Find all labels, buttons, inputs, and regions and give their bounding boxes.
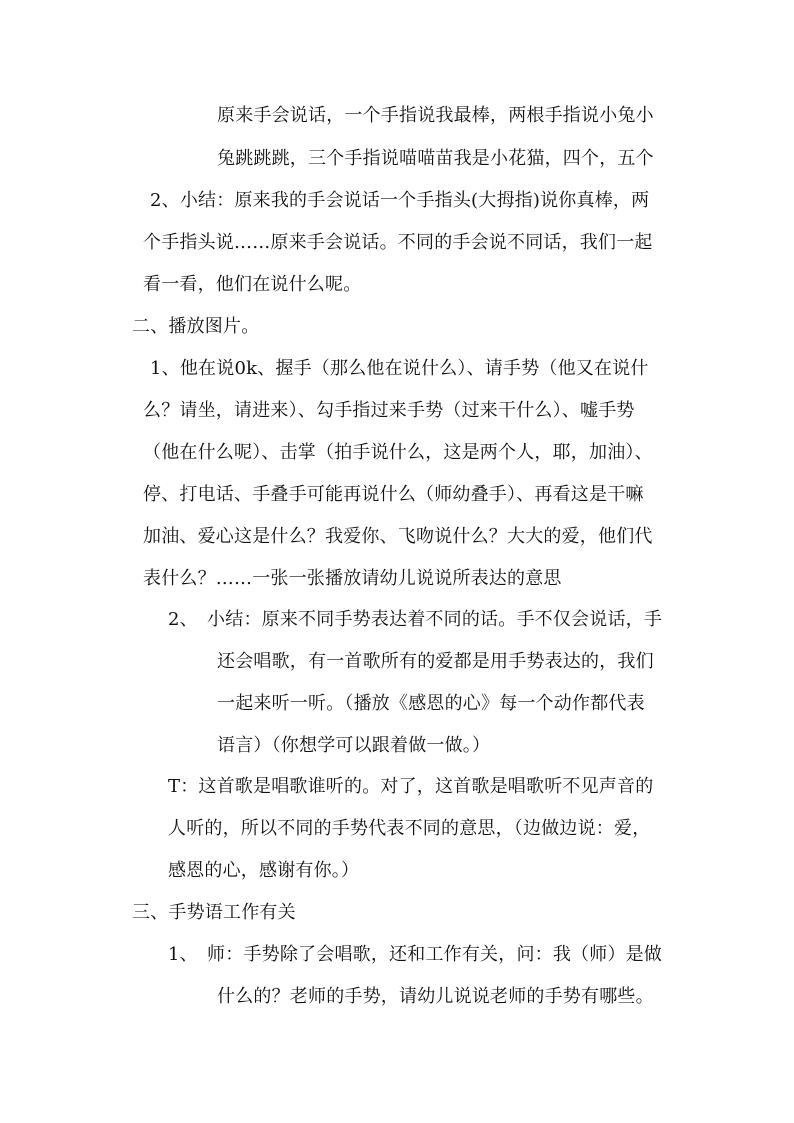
text-line: 1、他在说0k、握手（那么他在说什么）、请手势（他又在说什 — [150, 358, 649, 379]
text-line: 1、 师：手势除了会唱歌，还和工作有关，问：我（师）是做 — [168, 944, 663, 965]
text-line: 2、 小结：原来不同手势表达着不同的话。手不仅会说话，手 — [168, 609, 663, 630]
text-line: 2、小结：原来我的手会说话一个手指头(大拇指)说你真棒，两 — [150, 190, 650, 211]
text-line: 语言）（你想学可以跟着做一做。） — [217, 735, 491, 756]
section-heading: 三、手势语工作有关 — [132, 902, 296, 923]
text-line: 个手指头说……原来手会说话。不同的手会说不同话，我们一起 — [143, 232, 653, 253]
text-line: 停、打电话、手叠手可能再说什么（师幼叠手）、再看这是干嘛 — [143, 484, 644, 505]
text-line: T：这首歌是唱歌谁听的。对了，这首歌是唱歌听不见声音的 — [168, 776, 654, 797]
text-line: 一起来听一听。（播放《感恩的心》每一个动作都代表 — [217, 693, 645, 714]
text-line: 什么的？老师的手势，请幼儿说说老师的手势有哪些。 — [217, 986, 654, 1007]
text-line: （他在什么呢）、击掌（拍手说什么，这是两个人，耶，加油）、 — [143, 442, 653, 463]
text-line: 人听的，所以不同的手势代表不同的意思，（边做边说：爱， — [168, 818, 651, 839]
text-line: 还会唱歌，有一首歌所有的爱都是用手势表达的，我们 — [217, 651, 654, 672]
text-line: 表什么？……一张一张播放请幼儿说说所表达的意思 — [143, 568, 562, 589]
text-line: 感恩的心，感谢有你。） — [168, 860, 360, 881]
text-line: 看一看，他们在说什么呢。 — [143, 274, 362, 295]
section-heading: 二、播放图片。 — [132, 316, 260, 337]
text-line: 原来手会说话，一个手指说我最棒，两根手指说小兔小 — [217, 105, 654, 126]
text-line: 兔跳跳跳，三个手指说喵喵苗我是小花猫，四个，五个 — [217, 148, 654, 169]
text-line: 加油、爱心这是什么？我爱你、飞吻说什么？大大的爱，他们代 — [143, 526, 653, 547]
text-line: 么？请坐，请进来）、勾手指过来手势（过来干什么）、嘘手势 — [143, 400, 635, 421]
